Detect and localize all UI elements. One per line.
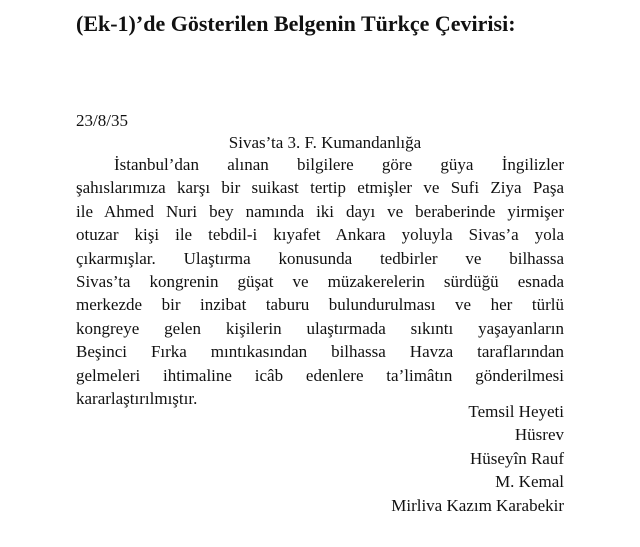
signature-line: M. Kemal — [495, 472, 564, 492]
signature-line: Temsil Heyeti — [468, 402, 564, 421]
body-line: kongreye gelen kişilerin ulaştırmada sıkıntı yaşayanların — [76, 318, 564, 338]
body-line: kararlaştırılmıştır. — [76, 388, 198, 408]
document-heading: (Ek-1)’de Gösterilen Belgenin Türkçe Çevirisi: — [76, 11, 516, 36]
body-line: gelmeleri ihtimaline icâb edenlere ta’limâtın gönderilmesi — [76, 365, 564, 385]
body-line: İstanbul’dan alınan bilgilere göre güya İngilizler — [114, 155, 564, 174]
letter-date: 23/8/35 — [76, 111, 128, 130]
signature-line: Hüsrev — [514, 425, 564, 445]
body-line: ile Ahmed Nuri bey namında iki dayı ve beraberinde yirmişer — [76, 201, 564, 221]
body-line: şahıslarımıza karşı bir suikast tertip etmişler ve Sufi Ziya Paşa — [76, 178, 564, 198]
body-line: merkezde bir inzibat taburu bulundurulması ve her türlü — [76, 295, 564, 315]
body-line: Sivas’ta kongrenin güşat ve müzakerelerin sürdüğü esnada — [76, 271, 564, 291]
letter-recipient: Sivas’ta 3. F. Kumandanlığa — [228, 133, 422, 152]
signature-line: Hüseyîn Rauf — [470, 448, 564, 468]
body-line: çıkarmışlar. Ulaştırma konusunda tedbirler ve bilhassa — [76, 248, 564, 268]
body-line: Beşinci Fırka mıntıkasından bilhassa Havza taraflarından — [76, 342, 564, 362]
body-line: otuzar kişi ile tebdil-i kıyafet Ankara yoluyla Sivas’a yola — [76, 225, 564, 245]
signature-line: Mirliva Kazım Karabekir — [391, 495, 564, 515]
letter-body — [76, 153, 564, 410]
signature-block — [391, 400, 564, 517]
